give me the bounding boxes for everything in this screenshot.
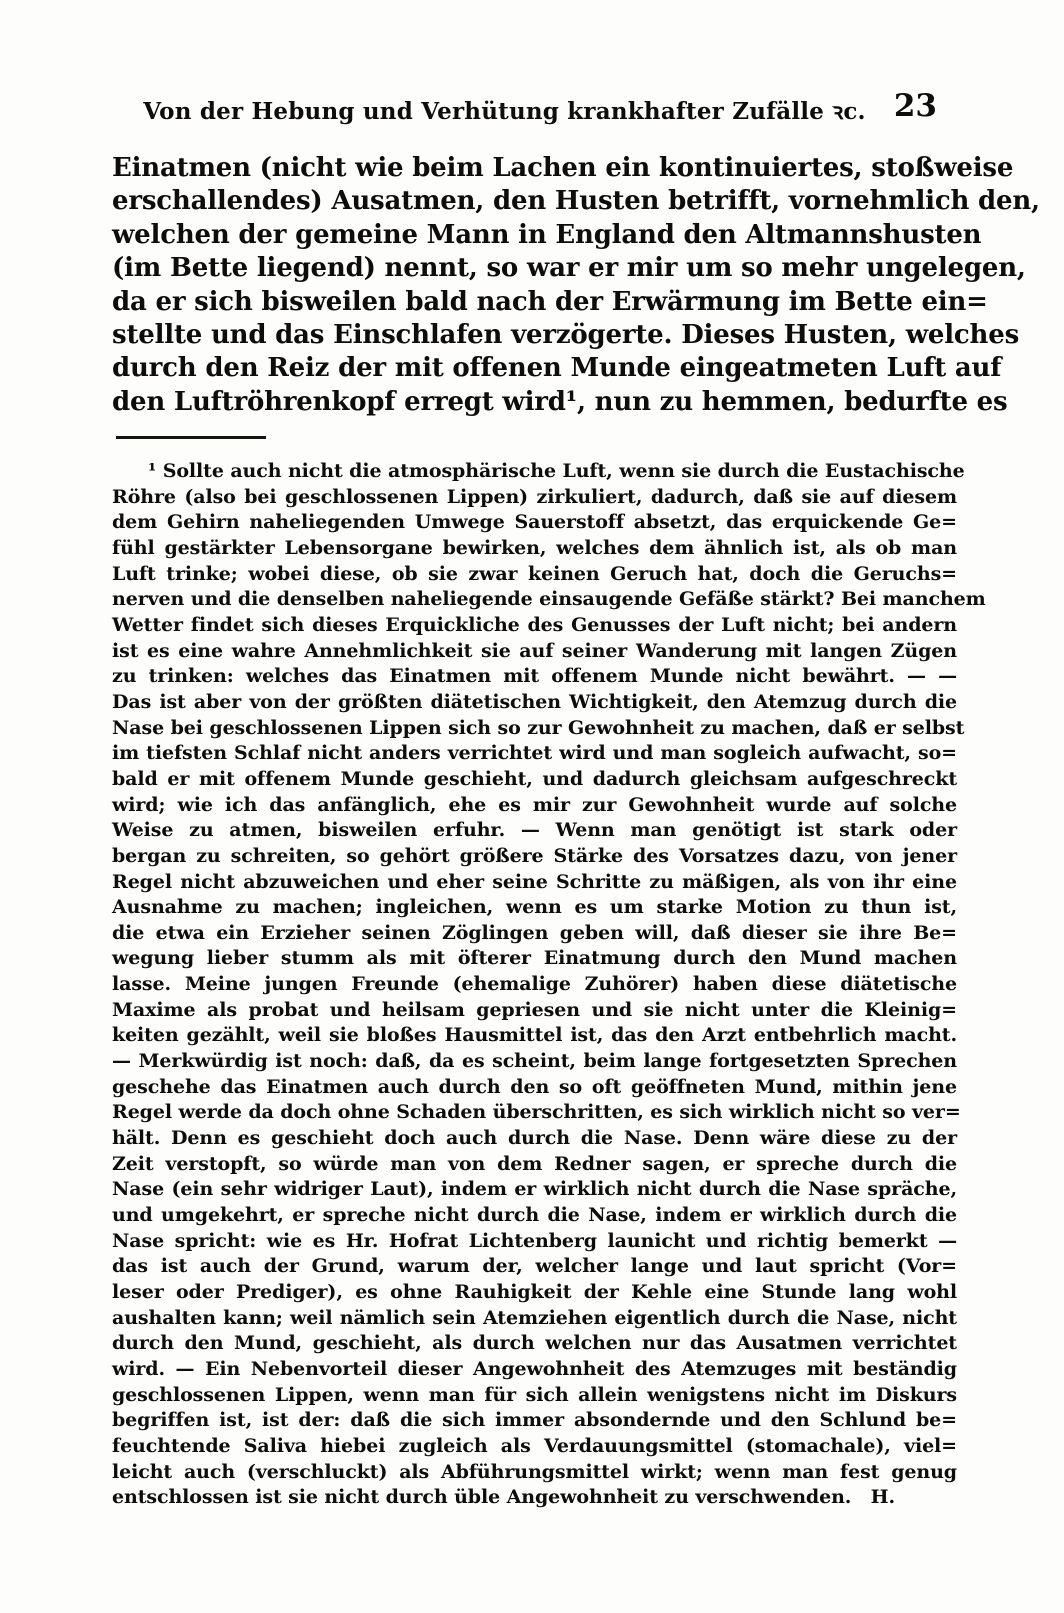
footnote-line: im tiefsten Schlaf nicht anders verrichtet wird und man sogleich aufwacht, so=: [112, 742, 957, 765]
footnote-block: [112, 459, 986, 1511]
footnote-line: geschehe das Einatmen auch durch den so oft geöffneten Mund, mithin jene: [112, 1075, 957, 1098]
footnote-line: dem Gehirn naheliegenden Umwege Sauerstoff absetzt, das erquickende Ge=: [112, 511, 957, 534]
main-text-line: Einatmen (nicht wie beim Lachen ein kontinuiertes, stoßweise: [112, 153, 1014, 183]
footnote-last-line: [112, 1485, 957, 1511]
main-text-line: den Luftröhrenkopf erregt wird¹, nun zu hemmen, bedurfte es: [112, 386, 1008, 417]
footnote-line: das ist auch der Grund, warum der, welcher lange und laut spricht (Vor=: [112, 1255, 957, 1278]
footnote-line: nerven und die denselben naheliegende einsaugende Gefäße stärkt? Bei manchem: [112, 588, 986, 611]
footnote-last-text: entschlossen ist sie nicht durch üble Angewohnheit zu verschwenden.: [112, 1486, 852, 1509]
footnote-line: Regel nicht abzuweichen und eher seine Schritte zu mäßigen, als von ihr eine: [112, 870, 957, 893]
footnote-line: durch den Mund, geschieht, als durch welchen nur das Ausatmen verrichtet: [112, 1332, 957, 1355]
footnote-line: ¹ Sollte auch nicht die atmosphärische Luft, wenn sie durch die Eustachische: [148, 460, 965, 482]
running-header: [112, 88, 957, 134]
footnote-line: Nase bei geschlossenen Lippen sich so zur Gewohnheit zu machen, daß er selbst: [112, 716, 965, 739]
footnote-line: feuchtende Saliva hiebei zugleich als Verdauungsmittel (stomachale), viel=: [112, 1434, 957, 1457]
running-header-title: Von der Hebung und Verhütung krankhafter Zufälle ꝛc.: [143, 98, 866, 125]
footnote-line: leser oder Prediger), es ohne Rauhigkeit der Kehle eine Stunde lang wohl: [112, 1281, 957, 1303]
footnote-line: Ausnahme zu machen; ingleichen, wenn es um starke Motion zu thun ist,: [112, 896, 957, 919]
footnote-line: Wetter findet sich dieses Erquickliche des Genusses der Luft nicht; bei andern: [112, 613, 957, 636]
footnote-line: Zeit verstopft, so würde man von dem Redner sagen, er spreche durch die: [112, 1152, 957, 1175]
footnote-line: hält. Denn es geschieht doch auch durch die Nase. Denn wäre diese zu der: [112, 1127, 957, 1150]
main-text-block: [112, 152, 1040, 419]
footnote-line: wird. — Ein Nebenvorteil dieser Angewohnheit des Atemzuges mit beständig: [112, 1357, 957, 1380]
footnote-line: Weise zu atmen, bisweilen erfuhr. — Wenn man genötigt ist stark oder: [112, 819, 957, 842]
footnote-line: wird; wie ich das anfänglich, ehe es mir zur Gewohnheit wurde auf solche: [112, 793, 957, 816]
footnote-line: aushalten kann; weil nämlich sein Atemziehen eigentlich durch die Nase, nicht: [112, 1306, 957, 1329]
footnote-line: Das ist aber von der größten diätetischen Wichtigkeit, den Atemzug durch die: [112, 690, 957, 713]
footnote-line: wegung lieber stumm als mit öfterer Einatmung durch den Mund machen: [112, 947, 957, 970]
main-text-line: welchen der gemeine Mann in England den Altmannshusten: [112, 219, 982, 250]
footnote-line: begriffen ist, ist der: daß die sich immer absondernde und den Schlund be=: [112, 1409, 957, 1432]
footnote-line: — Merkwürdig ist noch: daß, da es scheint, beim lange fortgesetzten Sprechen: [112, 1050, 957, 1073]
author-initial: H.: [870, 1486, 895, 1509]
footnote-line: die etwa ein Erzieher seinen Zöglingen geben will, daß dieser sie ihre Be=: [112, 921, 957, 944]
footnote-line: keiten gezählt, weil sie bloßes Hausmittel ist, das den Arzt entbehrlich macht.: [112, 1024, 957, 1047]
footnote-line: Maxime als probat und heilsam gepriesen und sie nicht unter die Kleinig=: [112, 998, 957, 1021]
main-text-line: durch den Reiz der mit offenen Munde eingeatmeten Luft auf: [112, 353, 1002, 384]
footnote-line: Nase (ein sehr widriger Laut), indem er wirklich nicht durch die Nase spräche,: [112, 1178, 957, 1201]
main-text-line: (im Bette liegend) nennt, so war er mir um so mehr ungelegen,: [112, 253, 1026, 284]
footnote-line: Nase spricht: wie es Hr. Hofrat Lichtenberg launicht und richtig bemerkt —: [112, 1229, 957, 1252]
footnote-lines: [112, 459, 986, 1485]
footnote-line: bald er mit offenem Munde geschieht, und dadurch gleichsam aufgeschreckt: [112, 767, 957, 790]
footnote-line: Luft trinke; wobei diese, ob sie zwar keinen Geruch hat, doch die Geruchs=: [112, 562, 957, 585]
footnote-line: ist es eine wahre Annehmlichkeit sie auf seiner Wanderung mit langen Zügen: [112, 639, 957, 662]
footnote-line: bergan zu schreiten, so gehört größere Stärke des Vorsatzes dazu, von jener: [112, 844, 957, 867]
footnote-line: geschlossenen Lippen, wenn man für sich allein wenigstens nicht im Diskurs: [112, 1383, 957, 1406]
footnote-line: Regel werde da doch ohne Schaden überschritten, es sich wirklich nicht so ver=: [112, 1101, 961, 1124]
footnote-line: lasse. Meine jungen Freunde (ehemalige Zuhörer) haben diese diätetische: [112, 973, 957, 996]
footnote-line: fühl gestärkter Lebensorgane bewirken, welches dem ähnlich ist, als ob man: [112, 536, 957, 559]
footnote-line: zu trinken: welches das Einatmen mit offenem Munde nicht bewährt. — —: [112, 665, 957, 688]
main-text-line: erschallendes) Ausatmen, den Husten betrifft, vornehmlich den,: [112, 186, 1040, 217]
main-text-line: da er sich bisweilen bald nach der Erwärmung im Bette ein=: [112, 286, 988, 317]
page-number: 23: [893, 88, 937, 124]
footnote-separator-rule: [116, 436, 266, 439]
main-text-line: stellte und das Einschlafen verzögerte. Dieses Husten, welches: [112, 320, 1020, 351]
footnote-line: leicht auch (verschluckt) als Abführungsmittel wirkt; wenn man fest genug: [112, 1460, 957, 1483]
footnote-line: und umgekehrt, er spreche nicht durch die Nase, indem er wirklich durch die: [112, 1204, 957, 1227]
footnote-line: Röhre (also bei geschlossenen Lippen) zirkuliert, dadurch, daß sie auf diesem: [112, 485, 957, 508]
